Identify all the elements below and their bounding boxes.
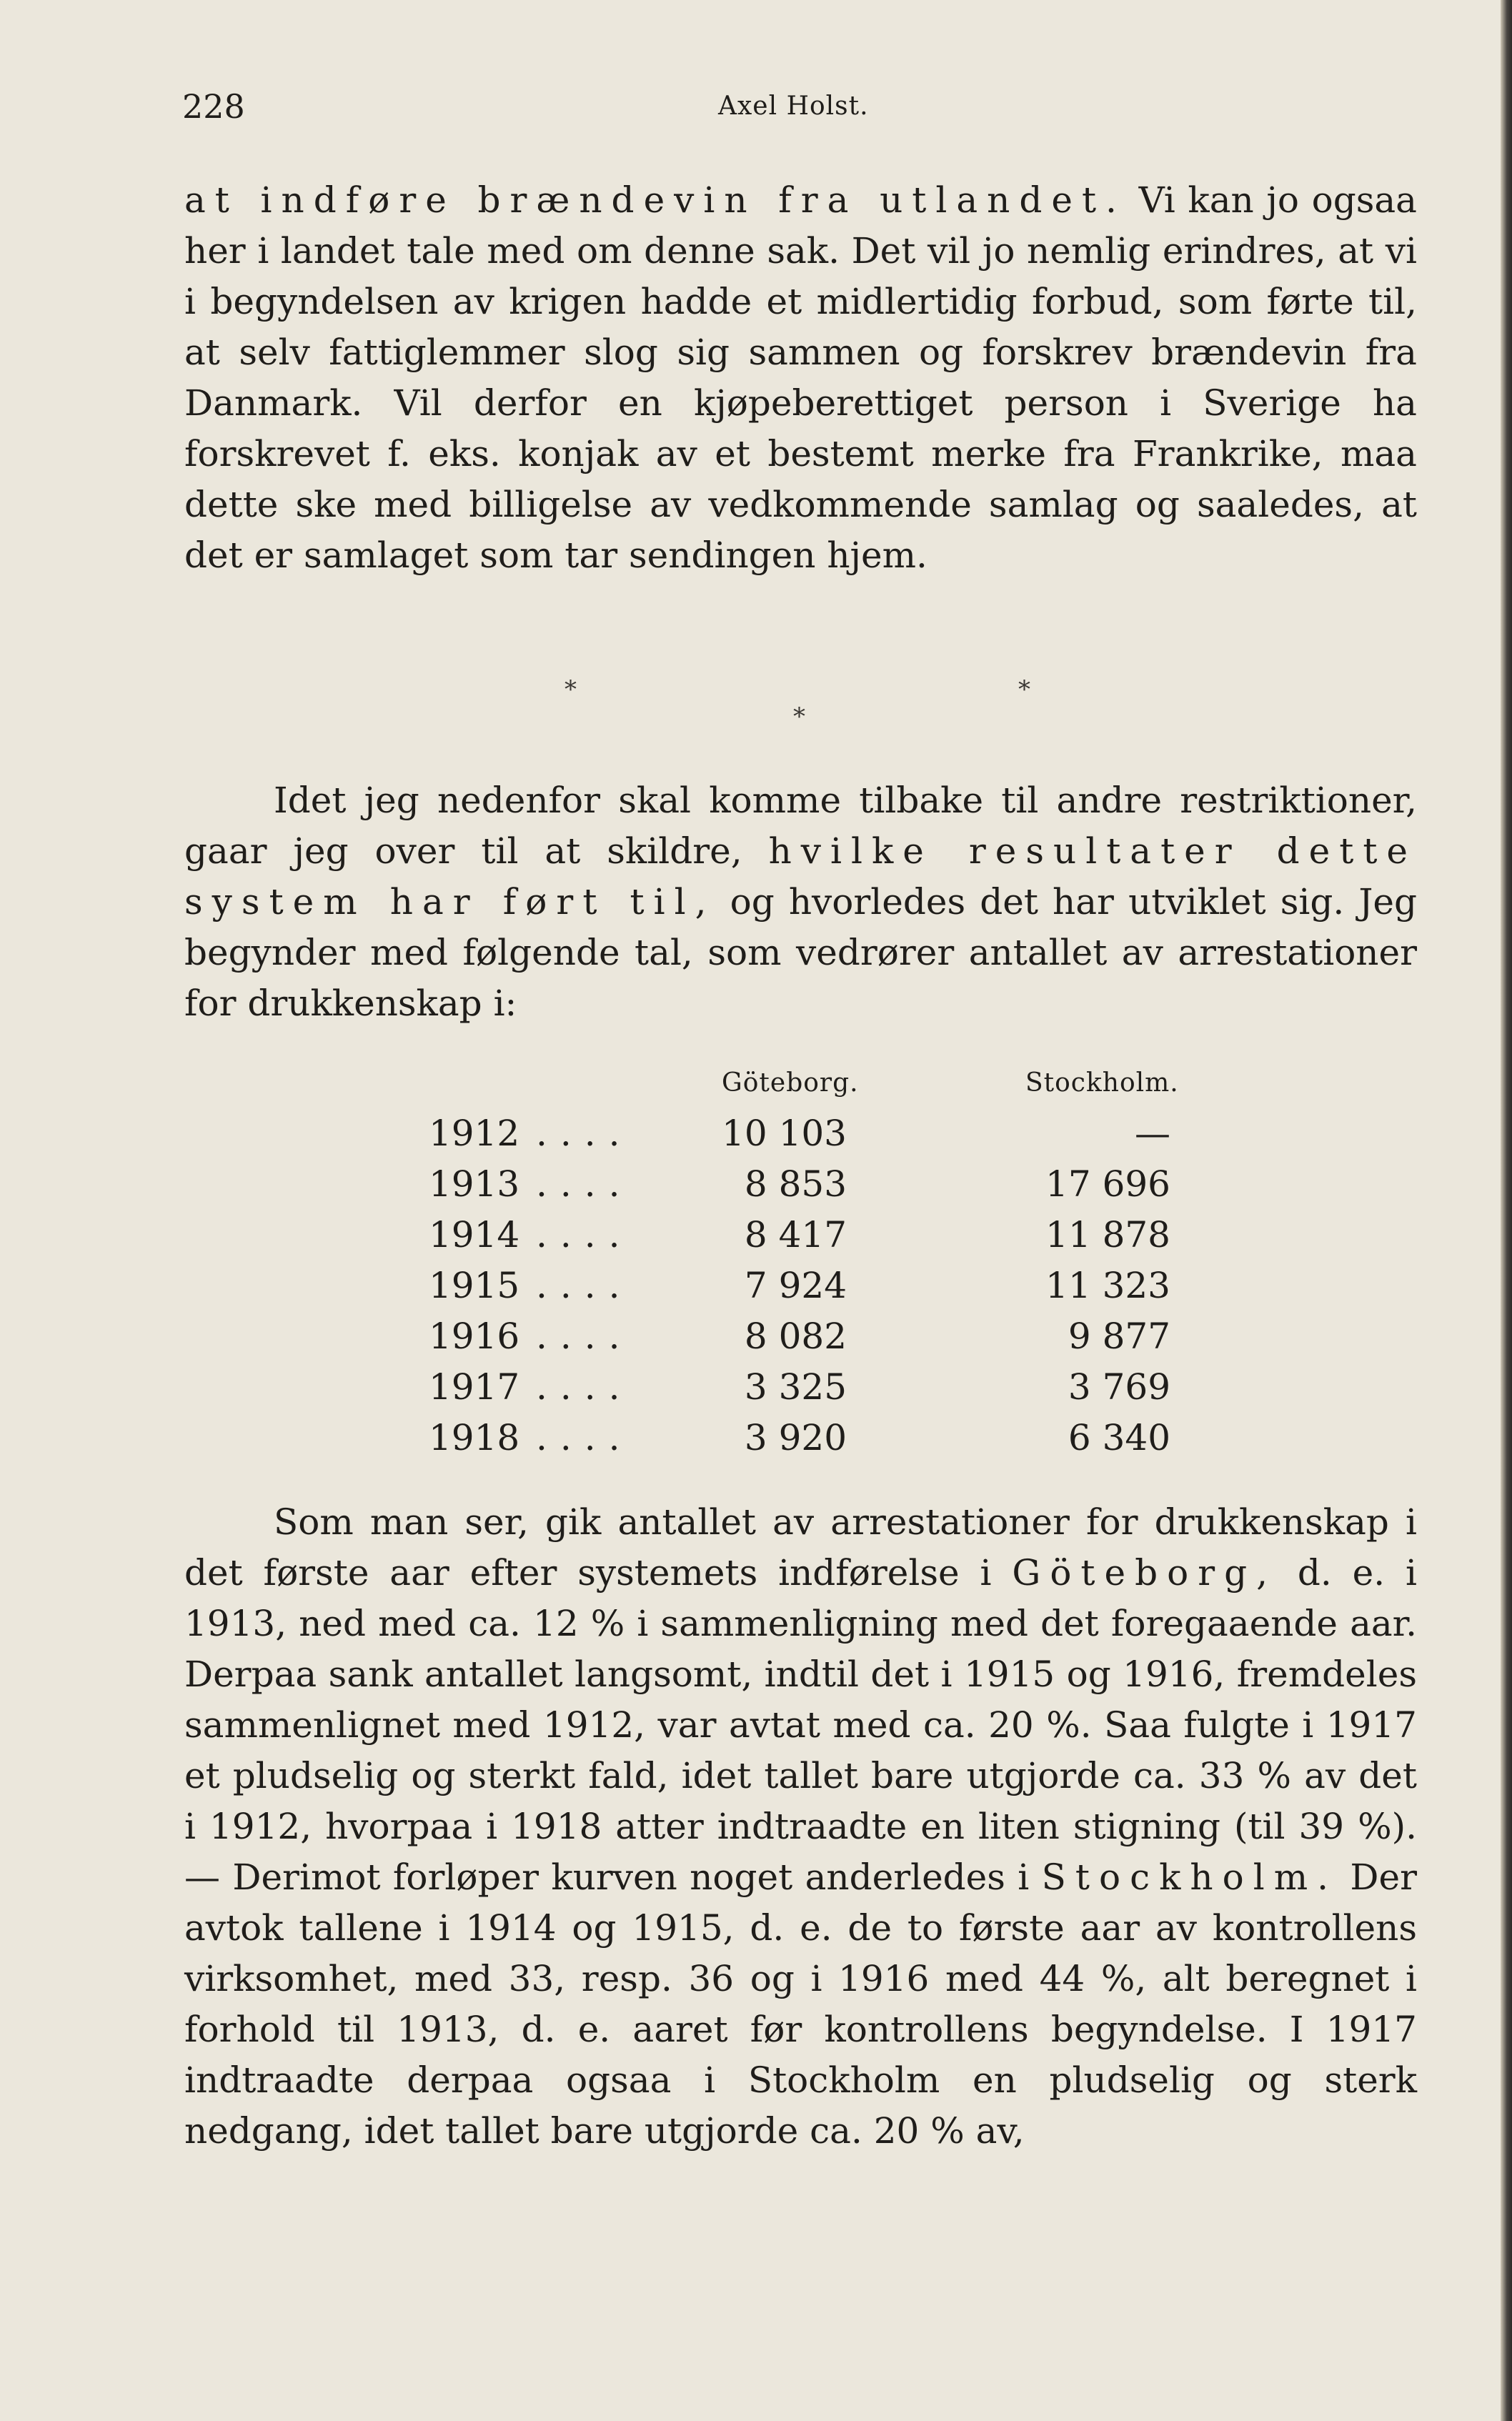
asterisk-ornament: *: [1018, 675, 1030, 704]
paragraph-text: Som man ser, gik antallet av arrestationer for drukkenskap i det første aar efter systemets indførelse i: [184, 1501, 1417, 1594]
paragraph-text: d. e. i 1913, ned med ca. 12 % i sammenligning med det foregaaende aar. Derpaa sank antallet langsomt, indtil det i 1915 og 1916, fremdeles sammenlignet med 1912, var avtat med ca. 20 %. Saa fulgte i 1917 et pludselig og sterkt fald, idet tallet bare utgjorde ca. 33 % av det i 1912, hvorpaa i 1918 atter indtraadte en liten stigning (til 39 %). — Derimot forløper kurven noget anderledes i: [184, 1552, 1418, 1898]
leader-dots: ....: [536, 1366, 633, 1408]
leader-dots: ....: [536, 1265, 633, 1306]
arrest-statistics-table: [429, 1068, 1215, 1468]
year-cell: 1916: [429, 1316, 520, 1357]
goteborg-cell: 8 082: [744, 1316, 847, 1357]
spaced-emphasis: Göteborg,: [1012, 1552, 1278, 1594]
paragraph-1: [184, 175, 1417, 581]
year-cell: 1913: [429, 1163, 520, 1205]
paragraph-text: og hvorledes det har utviklet sig. Jeg begynder med følgende tal, som vedrører antallet av arrestationer for drukkenskap i:: [184, 881, 1418, 1024]
column-header-stockholm: Stockholm.: [1025, 1068, 1179, 1098]
goteborg-cell: 8 417: [744, 1214, 847, 1256]
year-cell: 1915: [429, 1265, 520, 1306]
paragraph-text: Der avtok tallene i 1914 og 1915, d. e. de to første aar av kontrollens virksomhet, med 33, resp. 36 og i 1916 med 44 %, alt beregnet i forhold til 1913, d. e. aaret før kontrollens begyndelse. I 1917 indtraadte derpaa ogsaa i Stockholm en pludselig og sterk nedgang, idet tallet bare utgjorde ca. 20 % av,: [184, 1856, 1417, 2152]
stockholm-cell: 3 769: [1068, 1366, 1170, 1408]
paragraph-text: Idet jeg nedenfor skal komme tilbake til andre restriktioner, gaar jeg over til at skildre,: [184, 780, 1417, 872]
book-spine-edge: [1501, 0, 1512, 2421]
leader-dots: ....: [536, 1316, 633, 1357]
leader-dots: ....: [536, 1113, 633, 1154]
paragraph-3: [184, 1497, 1417, 2157]
leader-dots: ....: [536, 1417, 633, 1458]
column-header-goteborg: Göteborg.: [722, 1068, 859, 1098]
table-body: [429, 1113, 1215, 1468]
goteborg-cell: 7 924: [744, 1265, 847, 1306]
page-header: [182, 87, 1426, 137]
stockholm-cell: —: [1135, 1113, 1170, 1154]
stockholm-cell: 17 696: [1045, 1163, 1170, 1205]
table-row: [429, 1113, 1215, 1163]
page-number: 228: [182, 87, 245, 126]
table-row: [429, 1214, 1215, 1265]
leader-dots: ....: [536, 1214, 633, 1256]
asterisk-ornament: *: [793, 702, 805, 731]
year-cell: 1914: [429, 1214, 520, 1256]
stockholm-cell: 9 877: [1068, 1316, 1170, 1357]
running-title: Axel Holst.: [718, 91, 869, 121]
goteborg-cell: 3 920: [744, 1417, 847, 1458]
goteborg-cell: 8 853: [744, 1163, 847, 1205]
paragraph-text: Vi kan jo ogsaa her i landet tale med om denne sak. Det vil jo nemlig erindres, at vi i begyndelsen av krigen hadde et midlertidig forbud, som førte til, at selv fattiglemmer slog sig sammen og forskrev brændevin fra Danmark. Vil derfor en kjøpeberettiget person i Sverige ha forskrevet f. eks. konjak av et bestemt merke fra Frankrike, maa dette ske med billigelse av vedkommende samlag og saaledes, at det er samlaget som tar sendingen hjem.: [184, 179, 1417, 576]
paragraph-2: [184, 775, 1417, 1029]
goteborg-cell: 10 103: [722, 1113, 847, 1154]
table-row: [429, 1265, 1215, 1316]
stockholm-cell: 11 323: [1045, 1265, 1170, 1306]
year-cell: 1918: [429, 1417, 520, 1458]
spaced-emphasis: at indføre brændevin fra utlandet.: [184, 179, 1126, 221]
table-row: [429, 1417, 1215, 1468]
spaced-emphasis: Stockholm.: [1041, 1856, 1338, 1898]
stockholm-cell: 6 340: [1068, 1417, 1170, 1458]
table-row: [429, 1316, 1215, 1366]
table-row: [429, 1163, 1215, 1214]
spaced-emphasis: hvilke resultater dette system har ført til,: [184, 830, 1418, 923]
table-row: [429, 1366, 1215, 1417]
asterisk-ornament: *: [564, 675, 577, 704]
leader-dots: ....: [536, 1163, 633, 1205]
year-cell: 1912: [429, 1113, 520, 1154]
goteborg-cell: 3 325: [744, 1366, 847, 1408]
stockholm-cell: 11 878: [1045, 1214, 1170, 1256]
section-separator: [550, 675, 1065, 732]
table-header: [429, 1068, 1215, 1113]
year-cell: 1917: [429, 1366, 520, 1408]
